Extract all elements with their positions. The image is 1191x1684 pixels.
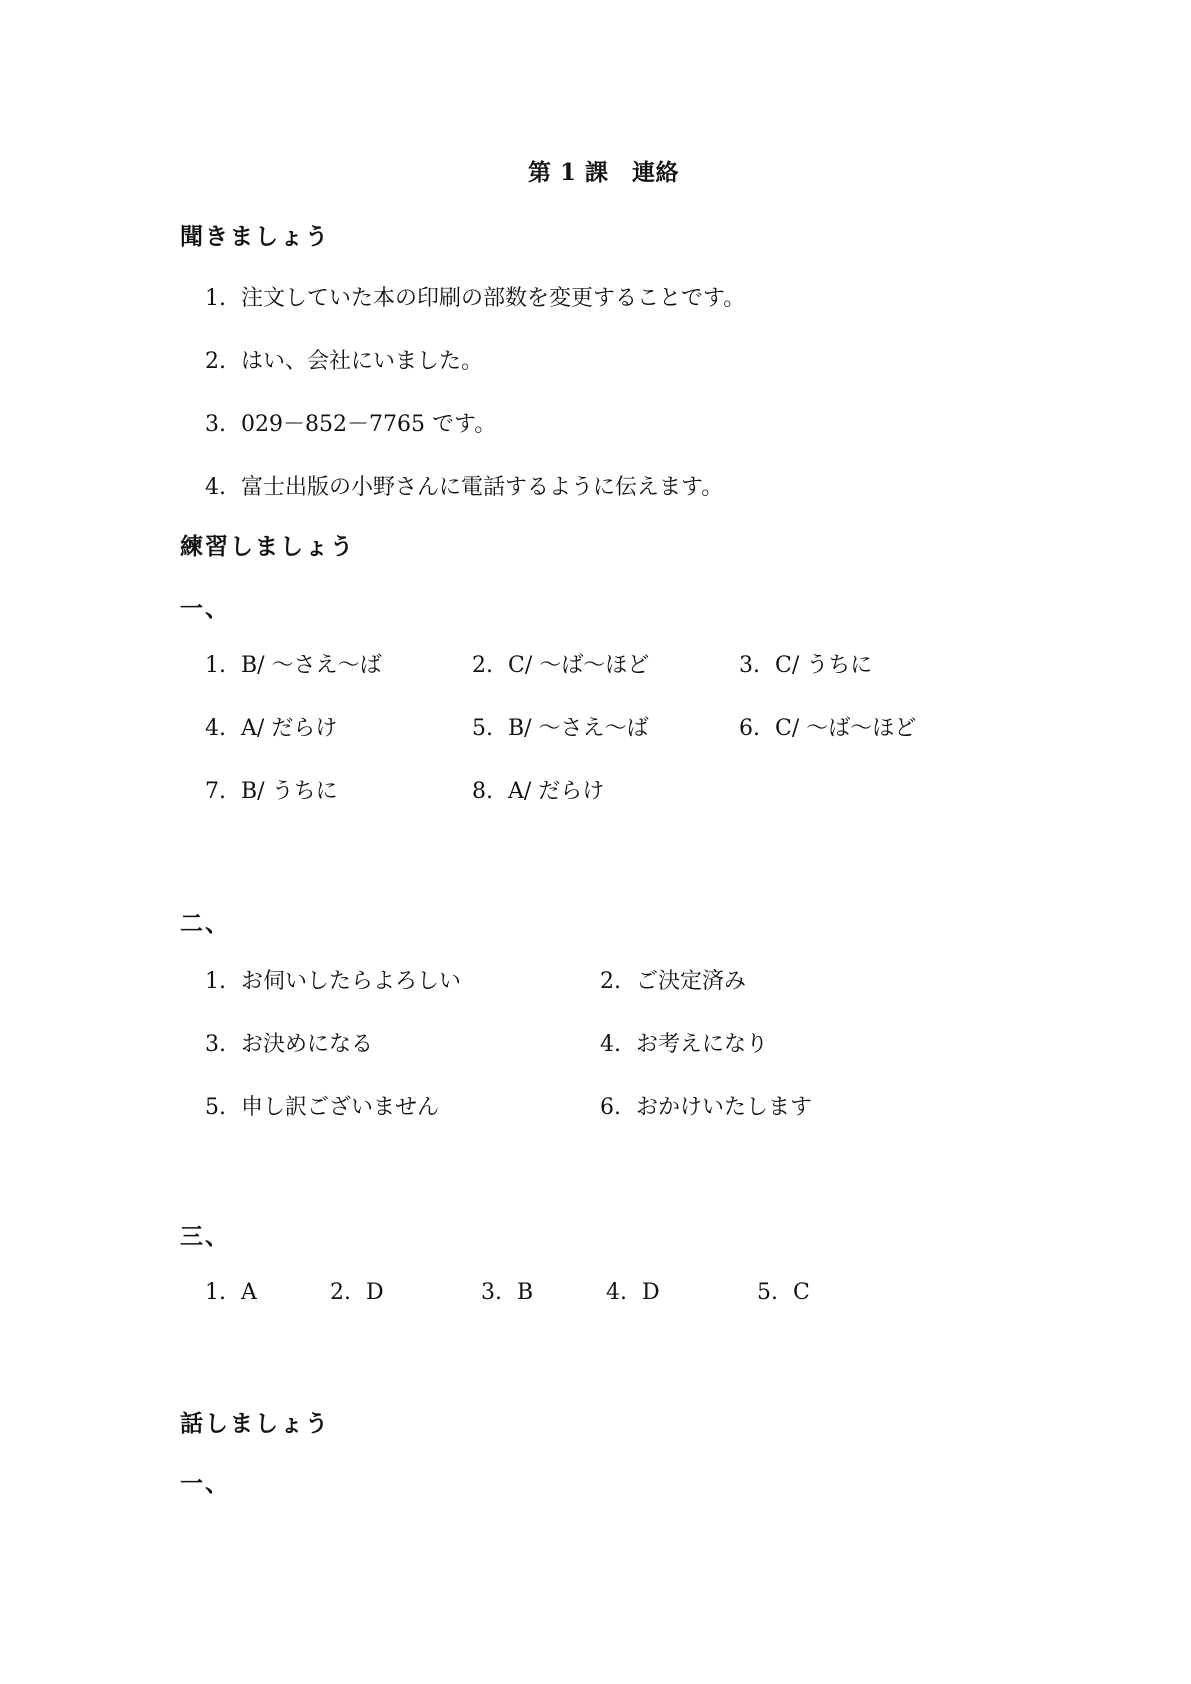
item-text: ご決定済み <box>636 969 747 994</box>
answer-item <box>472 774 604 805</box>
item-text: B/ うちに <box>241 779 338 804</box>
listen-item <box>205 407 496 438</box>
answer-item <box>472 711 649 742</box>
answer-item <box>472 648 649 679</box>
item-number: 8. <box>472 779 493 804</box>
item-text: B <box>517 1280 534 1305</box>
item-text: B/ ～さえ～ば <box>241 653 382 678</box>
item-text: C/ ～ば～ほど <box>775 716 917 741</box>
item-number: 4. <box>205 475 226 500</box>
item-text: C/ うちに <box>775 653 873 678</box>
answer-item <box>600 1027 768 1058</box>
answer-item <box>205 964 461 995</box>
item-number: 1. <box>205 1280 226 1305</box>
item-text: B/ ～さえ～ば <box>508 716 649 741</box>
item-text: D <box>366 1280 384 1305</box>
item-text: 申し訳ございません <box>241 1095 440 1120</box>
answer-item <box>205 648 382 679</box>
answer-item <box>205 774 338 805</box>
item-text: C/ ～ば～ほど <box>508 653 650 678</box>
section-label: 三、 <box>180 1223 230 1250</box>
practice-heading: 練習しましょう <box>180 533 355 560</box>
item-number: 6. <box>739 716 760 741</box>
item-number: 3. <box>481 1280 502 1305</box>
item-text: はい、会社にいました。 <box>241 349 484 374</box>
item-number: 2. <box>205 349 226 374</box>
item-text: おかけいたします <box>636 1095 813 1120</box>
answer-item <box>481 1280 533 1305</box>
answer-item <box>205 1280 257 1305</box>
item-number: 1. <box>205 286 226 311</box>
page-title: 第 1 課 連絡 <box>528 159 680 186</box>
item-number: 5. <box>757 1280 778 1305</box>
item-number: 2. <box>472 653 493 678</box>
item-number: 6. <box>600 1095 621 1120</box>
item-text: 富士出版の小野さんに電話するように伝えます。 <box>241 475 724 500</box>
item-number: 7. <box>205 779 226 804</box>
item-text: A <box>241 1280 257 1305</box>
item-number: 4. <box>600 1032 621 1057</box>
item-number: 2. <box>330 1280 351 1305</box>
listen-heading: 聞きましょう <box>180 223 330 250</box>
item-number: 3. <box>205 412 226 437</box>
section-label: 一、 <box>180 1470 230 1497</box>
item-number: 4. <box>205 716 226 741</box>
item-number: 3. <box>205 1032 226 1057</box>
listen-item <box>205 281 745 312</box>
answer-item <box>600 1090 812 1121</box>
item-number: 4. <box>606 1280 627 1305</box>
item-text: C <box>793 1280 810 1305</box>
answer-item <box>205 1090 439 1121</box>
answer-item <box>205 1027 373 1058</box>
answer-item <box>606 1280 660 1305</box>
item-text: お伺いしたらよろしい <box>241 969 462 994</box>
item-text: お決めになる <box>241 1032 374 1057</box>
answer-item <box>205 711 337 742</box>
item-text: A/ だらけ <box>508 779 605 804</box>
item-text: 注文していた本の印刷の部数を変更することです。 <box>241 286 746 311</box>
answer-item <box>600 964 746 995</box>
section-label: 二、 <box>180 910 230 937</box>
speak-heading: 話しましょう <box>180 1410 330 1437</box>
item-number: 5. <box>205 1095 226 1120</box>
item-number: 2. <box>600 969 621 994</box>
item-text: D <box>642 1280 660 1305</box>
item-number: 1. <box>205 653 226 678</box>
section-label: 一、 <box>180 595 230 622</box>
answer-item <box>739 711 916 742</box>
item-text: A/ だらけ <box>241 716 338 741</box>
listen-item <box>205 344 483 375</box>
item-text: 029－852－7765 です。 <box>241 412 497 437</box>
answer-item <box>757 1280 810 1305</box>
item-number: 5. <box>472 716 493 741</box>
answer-item <box>330 1280 384 1305</box>
item-number: 3. <box>739 653 760 678</box>
answer-item <box>739 648 872 679</box>
listen-item <box>205 470 723 501</box>
item-text: お考えになり <box>636 1032 769 1057</box>
item-number: 1. <box>205 969 226 994</box>
